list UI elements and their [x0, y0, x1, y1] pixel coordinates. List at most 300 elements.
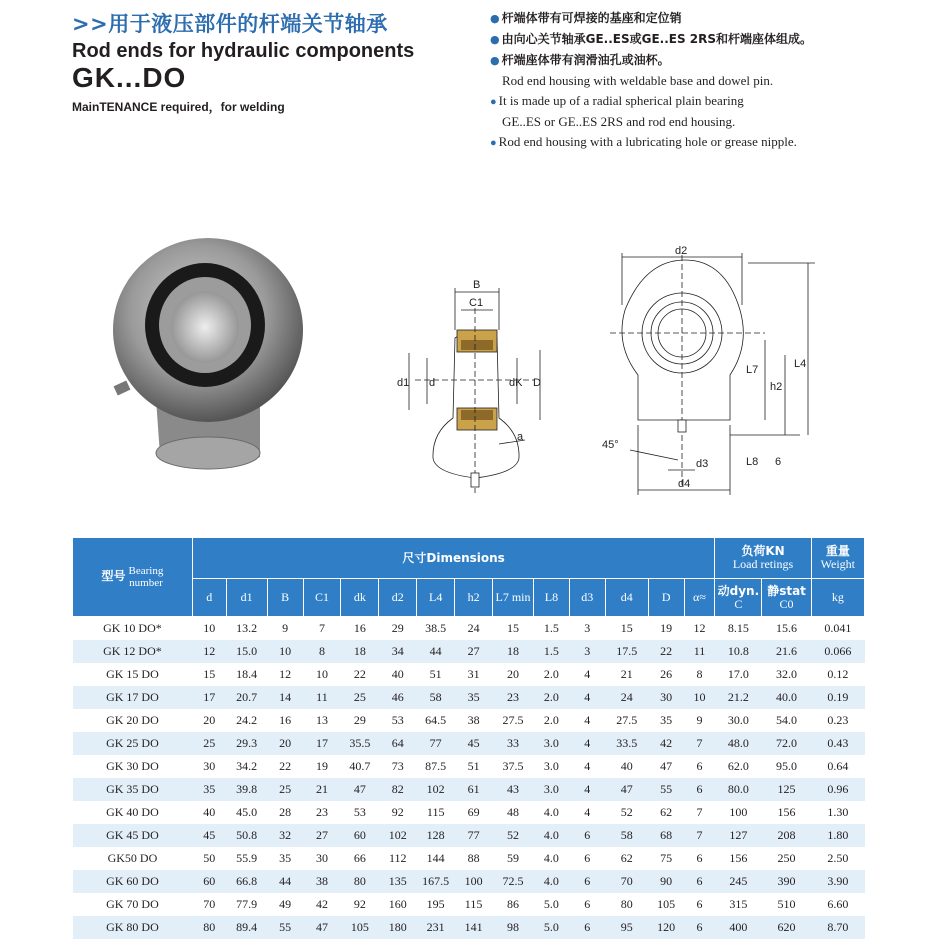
table-cell: 3.0 — [534, 778, 570, 801]
table-cell: 16 — [353, 621, 366, 635]
table-cell: 17.5 — [605, 640, 648, 663]
front-label-6: 6 — [775, 456, 782, 468]
table-cell: 112 — [388, 851, 407, 865]
section-label-dk: dK — [509, 377, 523, 389]
table-cell: 12 — [192, 640, 226, 663]
table-cell: 315 — [729, 897, 748, 911]
front-label-d3: d3 — [696, 458, 709, 470]
feature-list — [490, 8, 940, 153]
table-cell: 35.5 — [341, 732, 379, 755]
table-cell: 1.5 — [534, 640, 570, 663]
col-d4: d4 — [605, 579, 648, 617]
table-cell: 45 — [455, 732, 493, 755]
table-cell: 16 — [279, 713, 292, 727]
table-cell: 32.0 — [776, 667, 798, 681]
table-cell: 20 — [203, 713, 216, 727]
col-alpha: α≈ — [684, 579, 715, 617]
table-cell: 34 — [379, 640, 417, 663]
table-cell: 21.2 — [715, 686, 762, 709]
table-cell: 390 — [762, 870, 811, 893]
table-cell: 29.3 — [226, 732, 267, 755]
table-cell: 55.9 — [236, 851, 258, 865]
table-row — [73, 663, 865, 686]
table-cell: 64.5 — [425, 713, 447, 727]
table-cell: 35 — [279, 851, 292, 865]
table-cell: 0.041 — [824, 621, 852, 635]
model-designation: GK...DO — [72, 62, 187, 93]
section-label-C1: C1 — [469, 297, 484, 309]
table-cell: 3.90 — [811, 870, 864, 893]
table-cell: 37.5 — [502, 759, 524, 773]
section-pin — [471, 473, 479, 487]
table-cell: 4 — [584, 759, 591, 773]
table-cell: 7 — [684, 732, 715, 755]
table-cell: 80 — [341, 870, 379, 893]
table-cell: 62 — [620, 851, 633, 865]
table-cell: 6 — [684, 916, 715, 939]
table-cell: 27.5 — [616, 713, 638, 727]
front-pin — [678, 420, 686, 432]
table-cell: 40 — [391, 667, 404, 681]
table-cell: 8 — [696, 667, 703, 681]
table-cell: 10 — [684, 686, 715, 709]
table-cell: 15.0 — [226, 640, 267, 663]
table-cell: 50.8 — [226, 824, 267, 847]
table-cell: 25 — [267, 778, 303, 801]
table-cell: 15 — [203, 667, 216, 681]
table-cell: 64 — [379, 732, 417, 755]
table-cell: 15 — [620, 621, 633, 635]
bearing-number-cell: GK 30 DO — [106, 759, 159, 773]
table-cell: 4.0 — [534, 824, 570, 847]
table-cell: 1.80 — [811, 824, 864, 847]
front-label-L7: L7 — [746, 364, 759, 376]
table-row — [73, 732, 865, 755]
table-cell: 19 — [660, 621, 673, 635]
table-cell: 11 — [303, 686, 341, 709]
header-weight: 重量 Weight — [811, 538, 864, 579]
col-dyn: 动dyn. C — [715, 579, 762, 617]
table-cell: 27 — [455, 640, 493, 663]
table-cell: 33 — [493, 732, 534, 755]
table-cell: 45.0 — [236, 805, 258, 819]
table-cell: 72.5 — [493, 870, 534, 893]
table-cell: 135 — [379, 870, 417, 893]
table-row — [73, 755, 865, 778]
section-label-a: a — [517, 431, 524, 443]
section-inner-ring-top — [461, 340, 493, 350]
col-C1: C1 — [303, 579, 341, 617]
table-cell: 52 — [493, 824, 534, 847]
table-cell: 8 — [303, 640, 341, 663]
front-label-L8: L8 — [746, 456, 759, 468]
table-cell: 15.6 — [776, 621, 798, 635]
bullet-cn-1: ● 杆端体带有可焊接的基座和定位销 — [490, 11, 682, 25]
header-bearing-number: 型号 Bearing number — [73, 538, 193, 617]
header-dimensions: 尺寸Dimensions — [192, 538, 714, 579]
table-cell: 44 — [267, 870, 303, 893]
table-cell: 54.0 — [776, 713, 798, 727]
table-cell: 31 — [467, 667, 480, 681]
table-cell: 102 — [417, 778, 455, 801]
bearing-number-cell: GK 20 DO — [106, 713, 159, 727]
table-cell: 0.64 — [827, 759, 849, 773]
front-label-d2: d2 — [675, 245, 688, 257]
table-cell: 47 — [660, 759, 673, 773]
bullet-en-3: ● Rod end housing with a lubricating hole or grease nipple. — [490, 134, 797, 149]
table-cell: 19 — [315, 759, 328, 773]
front-housing-outline — [622, 260, 743, 420]
table-cell: 17.0 — [727, 667, 749, 681]
table-cell: 95.0 — [776, 759, 798, 773]
table-cell: 53 — [353, 805, 366, 819]
table-row — [73, 778, 865, 801]
table-cell: 6 — [696, 897, 703, 911]
table-cell: 14 — [267, 686, 303, 709]
table-cell: 70 — [203, 897, 216, 911]
table-cell: 40 — [203, 805, 216, 819]
col-d: d — [192, 579, 226, 617]
table-cell: 42 — [315, 897, 328, 911]
table-cell: 0.96 — [811, 778, 864, 801]
table-cell: 77 — [455, 824, 493, 847]
table-cell: 156 — [777, 805, 796, 819]
col-L4: L4 — [417, 579, 455, 617]
section-housing — [433, 331, 519, 479]
table-cell: 58 — [417, 686, 455, 709]
table-cell: 7 — [696, 805, 703, 819]
table-cell: 51 — [429, 667, 442, 681]
table-cell: 100 — [455, 870, 493, 893]
bullet-en-2: ● It is made up of a radial spherical plain bearing — [490, 93, 744, 108]
table-cell: 6 — [696, 759, 703, 773]
table-cell: 3 — [584, 621, 591, 635]
table-cell: 25 — [192, 732, 226, 755]
table-row — [73, 824, 865, 847]
table-cell: 10 — [315, 667, 328, 681]
table-cell: 5.0 — [543, 897, 559, 911]
table-cell: 4 — [569, 732, 605, 755]
table-cell: 35 — [455, 686, 493, 709]
section-label-D: D — [533, 377, 541, 389]
table-cell: 70 — [605, 870, 648, 893]
table-cell: 18 — [341, 640, 379, 663]
front-label-h2: h2 — [770, 381, 783, 393]
header-load: 负荷KN Load retings — [715, 538, 811, 579]
table-cell: 102 — [379, 824, 417, 847]
table-cell: 4.0 — [543, 851, 559, 865]
section-inner-ring-bottom — [461, 410, 493, 420]
table-cell: 125 — [762, 778, 811, 801]
bullet-en-2b: GE..ES or GE..ES 2RS and rod end housing. — [502, 114, 736, 129]
bullet-dot-icon: ● — [490, 96, 497, 108]
table-cell: 17 — [303, 732, 341, 755]
table-cell: 4 — [569, 778, 605, 801]
bearing-number-cell: GK 35 DO — [73, 778, 193, 801]
table-cell: 17 — [192, 686, 226, 709]
table-cell: 40.0 — [762, 686, 811, 709]
spec-table-body — [73, 617, 865, 940]
table-cell: 44 — [417, 640, 455, 663]
table-cell: 1.30 — [827, 805, 849, 819]
front-label-d4: d4 — [678, 478, 691, 490]
table-row — [73, 640, 865, 663]
table-cell: 95 — [605, 916, 648, 939]
section-label-d: d — [429, 377, 436, 389]
table-cell: 127 — [715, 824, 762, 847]
col-d2: d2 — [379, 579, 417, 617]
table-cell: 4.0 — [534, 870, 570, 893]
table-cell: 15 — [507, 621, 520, 635]
table-cell: 30.0 — [727, 713, 749, 727]
grease-nipple — [114, 381, 131, 396]
table-row — [73, 801, 865, 824]
table-cell: 22 — [353, 667, 366, 681]
table-cell: 49 — [279, 897, 292, 911]
table-cell: 68 — [648, 824, 684, 847]
section-label-B: B — [473, 279, 481, 291]
bearing-number-cell: GK 80 DO — [73, 916, 193, 939]
table-cell: 4 — [584, 667, 591, 681]
table-cell: 6 — [569, 870, 605, 893]
table-cell: 5.0 — [534, 916, 570, 939]
table-cell: 60 — [341, 824, 379, 847]
table-cell: 66 — [353, 851, 366, 865]
col-kg: kg — [811, 579, 864, 617]
spec-table — [72, 537, 865, 939]
table-cell: 33.5 — [605, 732, 648, 755]
table-cell: 9 — [282, 621, 289, 635]
table-cell: 38 — [303, 870, 341, 893]
table-cell: 55 — [267, 916, 303, 939]
table-row — [73, 916, 865, 939]
table-cell: 21 — [620, 667, 633, 681]
table-cell: 3 — [569, 640, 605, 663]
bullet-dot-icon: ● — [490, 33, 500, 46]
bullet-cn-2: ● 由向心关节轴承GE..ES或GE..ES 2RS和杆端座体组成。 — [490, 32, 813, 46]
table-cell: 40 — [620, 759, 633, 773]
table-cell: 80 — [620, 897, 633, 911]
table-cell: 12 — [693, 621, 706, 635]
table-cell: 20.7 — [226, 686, 267, 709]
bullet-en-1: Rod end housing with weldable base and dowel pin. — [502, 73, 774, 88]
front-drawing — [590, 245, 820, 500]
table-cell: 7 — [318, 621, 325, 635]
table-cell: 2.50 — [827, 851, 849, 865]
table-cell: 6 — [584, 897, 591, 911]
table-cell: 45 — [192, 824, 226, 847]
table-cell: 23 — [493, 686, 534, 709]
table-cell: 13 — [315, 713, 328, 727]
table-cell: 58 — [605, 824, 648, 847]
table-cell: 51 — [467, 759, 480, 773]
table-cell: 29 — [391, 621, 404, 635]
bearing-number-cell: GK 15 DO — [106, 667, 159, 681]
table-cell: 0.19 — [811, 686, 864, 709]
table-cell: 21 — [303, 778, 341, 801]
table-cell: 90 — [648, 870, 684, 893]
table-cell: 47 — [303, 916, 341, 939]
table-row — [73, 847, 865, 870]
col-L7: L7 min — [493, 579, 534, 617]
table-cell: 87.5 — [425, 759, 447, 773]
product-photo — [100, 225, 315, 485]
table-cell: 34.2 — [236, 759, 258, 773]
bullet-cn-3: ● 杆端座体带有润滑油孔或油杯。 — [490, 53, 670, 67]
table-cell: 43 — [493, 778, 534, 801]
title-english: Rod ends for hydraulic components — [72, 40, 415, 62]
bearing-number-cell: GK 25 DO — [73, 732, 193, 755]
table-cell: 61 — [455, 778, 493, 801]
table-cell: 20 — [507, 667, 520, 681]
front-label-angle: 45° — [602, 439, 619, 451]
table-cell: 12 — [279, 667, 292, 681]
bearing-bore — [171, 291, 239, 363]
table-cell: 10.8 — [715, 640, 762, 663]
table-cell: 167.5 — [417, 870, 455, 893]
table-cell: 29 — [353, 713, 366, 727]
table-cell: 30 — [648, 686, 684, 709]
table-cell: 92 — [391, 805, 404, 819]
table-cell: 53 — [391, 713, 404, 727]
table-cell: 23 — [315, 805, 328, 819]
table-cell: 115 — [464, 897, 483, 911]
table-cell: 160 — [388, 897, 407, 911]
table-cell: 0.12 — [827, 667, 849, 681]
table-cell: 141 — [455, 916, 493, 939]
col-stat: 静stat C0 — [762, 579, 811, 617]
table-cell: 6 — [584, 851, 591, 865]
table-cell: 86 — [507, 897, 520, 911]
table-cell: 4.0 — [543, 805, 559, 819]
table-cell: 6.60 — [827, 897, 849, 911]
table-cell: 620 — [762, 916, 811, 939]
table-cell: 38.5 — [425, 621, 447, 635]
table-cell: 120 — [648, 916, 684, 939]
table-cell: 245 — [715, 870, 762, 893]
table-cell: 42 — [648, 732, 684, 755]
table-cell: 0.066 — [811, 640, 864, 663]
bullet-dot-icon: ● — [490, 12, 500, 25]
section-drawing — [395, 268, 560, 498]
bearing-number-cell: GK 45 DO — [73, 824, 193, 847]
table-cell: 2.0 — [543, 713, 559, 727]
table-cell: 40.7 — [349, 759, 371, 773]
col-d1: d1 — [226, 579, 267, 617]
table-cell: 28 — [279, 805, 292, 819]
table-cell: 0.43 — [811, 732, 864, 755]
table-cell: 115 — [426, 805, 445, 819]
table-cell: 105 — [657, 897, 676, 911]
maintenance-note: MainTENANCE required，for welding — [72, 100, 285, 114]
bearing-number-cell: GK 70 DO — [106, 897, 159, 911]
table-cell: 35 — [660, 713, 673, 727]
col-d3: d3 — [569, 579, 605, 617]
table-cell: 27.5 — [502, 713, 524, 727]
table-cell: 250 — [777, 851, 796, 865]
table-cell: 7 — [684, 824, 715, 847]
table-cell: 3.0 — [543, 759, 559, 773]
table-cell: 89.4 — [226, 916, 267, 939]
table-row — [73, 870, 865, 893]
table-cell: 66.8 — [226, 870, 267, 893]
table-cell: 13.2 — [236, 621, 258, 635]
bearing-number-cell: GK 60 DO — [73, 870, 193, 893]
table-cell: 6 — [684, 870, 715, 893]
table-cell: 55 — [648, 778, 684, 801]
table-cell: 18.4 — [236, 667, 258, 681]
col-B: B — [267, 579, 303, 617]
table-cell: 27 — [303, 824, 341, 847]
table-cell: 10 — [267, 640, 303, 663]
col-dk: dk — [341, 579, 379, 617]
table-cell: 22 — [279, 759, 292, 773]
table-row — [73, 709, 865, 732]
table-cell: 156 — [729, 851, 748, 865]
bearing-number-cell: GK 12 DO* — [73, 640, 193, 663]
table-cell: 24 — [467, 621, 480, 635]
table-cell: 24 — [605, 686, 648, 709]
table-cell: 26 — [660, 667, 673, 681]
table-cell: 6 — [569, 824, 605, 847]
col-h2: h2 — [455, 579, 493, 617]
table-cell: 22 — [648, 640, 684, 663]
table-cell: 6 — [684, 778, 715, 801]
table-cell: 35 — [192, 778, 226, 801]
table-cell: 52 — [620, 805, 633, 819]
table-cell: 208 — [762, 824, 811, 847]
bearing-number-cell: GK 10 DO* — [103, 621, 162, 635]
table-cell: 80 — [192, 916, 226, 939]
table-cell: 6 — [569, 916, 605, 939]
table-cell: 4 — [584, 805, 591, 819]
table-cell: 98 — [493, 916, 534, 939]
table-cell: 88 — [467, 851, 480, 865]
table-cell: 75 — [660, 851, 673, 865]
section-label-d1: d1 — [397, 377, 410, 389]
table-cell: 24.2 — [236, 713, 258, 727]
table-cell: 510 — [777, 897, 796, 911]
table-cell: 39.8 — [226, 778, 267, 801]
table-cell: 25 — [341, 686, 379, 709]
table-cell: 105 — [341, 916, 379, 939]
table-cell: 6 — [696, 851, 703, 865]
table-row — [73, 617, 865, 641]
bearing-number-cell: GK 17 DO — [73, 686, 193, 709]
table-cell: 50 — [203, 851, 216, 865]
table-cell: 47 — [605, 778, 648, 801]
title-chinese: >>用于液压部件的杆端关节轴承 — [72, 12, 388, 36]
col-L8: L8 — [534, 579, 570, 617]
bearing-number-cell: GK50 DO — [107, 851, 158, 865]
bullet-dot-icon: ● — [490, 137, 497, 149]
table-cell: 400 — [715, 916, 762, 939]
table-cell: 9 — [696, 713, 703, 727]
table-cell: 4 — [584, 713, 591, 727]
table-cell: 2.0 — [534, 686, 570, 709]
housing-base — [156, 437, 260, 469]
table-cell: 77.9 — [236, 897, 258, 911]
table-cell: 69 — [467, 805, 480, 819]
table-cell: 38 — [467, 713, 480, 727]
table-cell: 8.70 — [811, 916, 864, 939]
table-row — [73, 686, 865, 709]
table-cell: 80.0 — [715, 778, 762, 801]
table-cell: 4 — [569, 686, 605, 709]
table-cell: 21.6 — [762, 640, 811, 663]
table-cell: 18 — [493, 640, 534, 663]
table-cell: 180 — [379, 916, 417, 939]
